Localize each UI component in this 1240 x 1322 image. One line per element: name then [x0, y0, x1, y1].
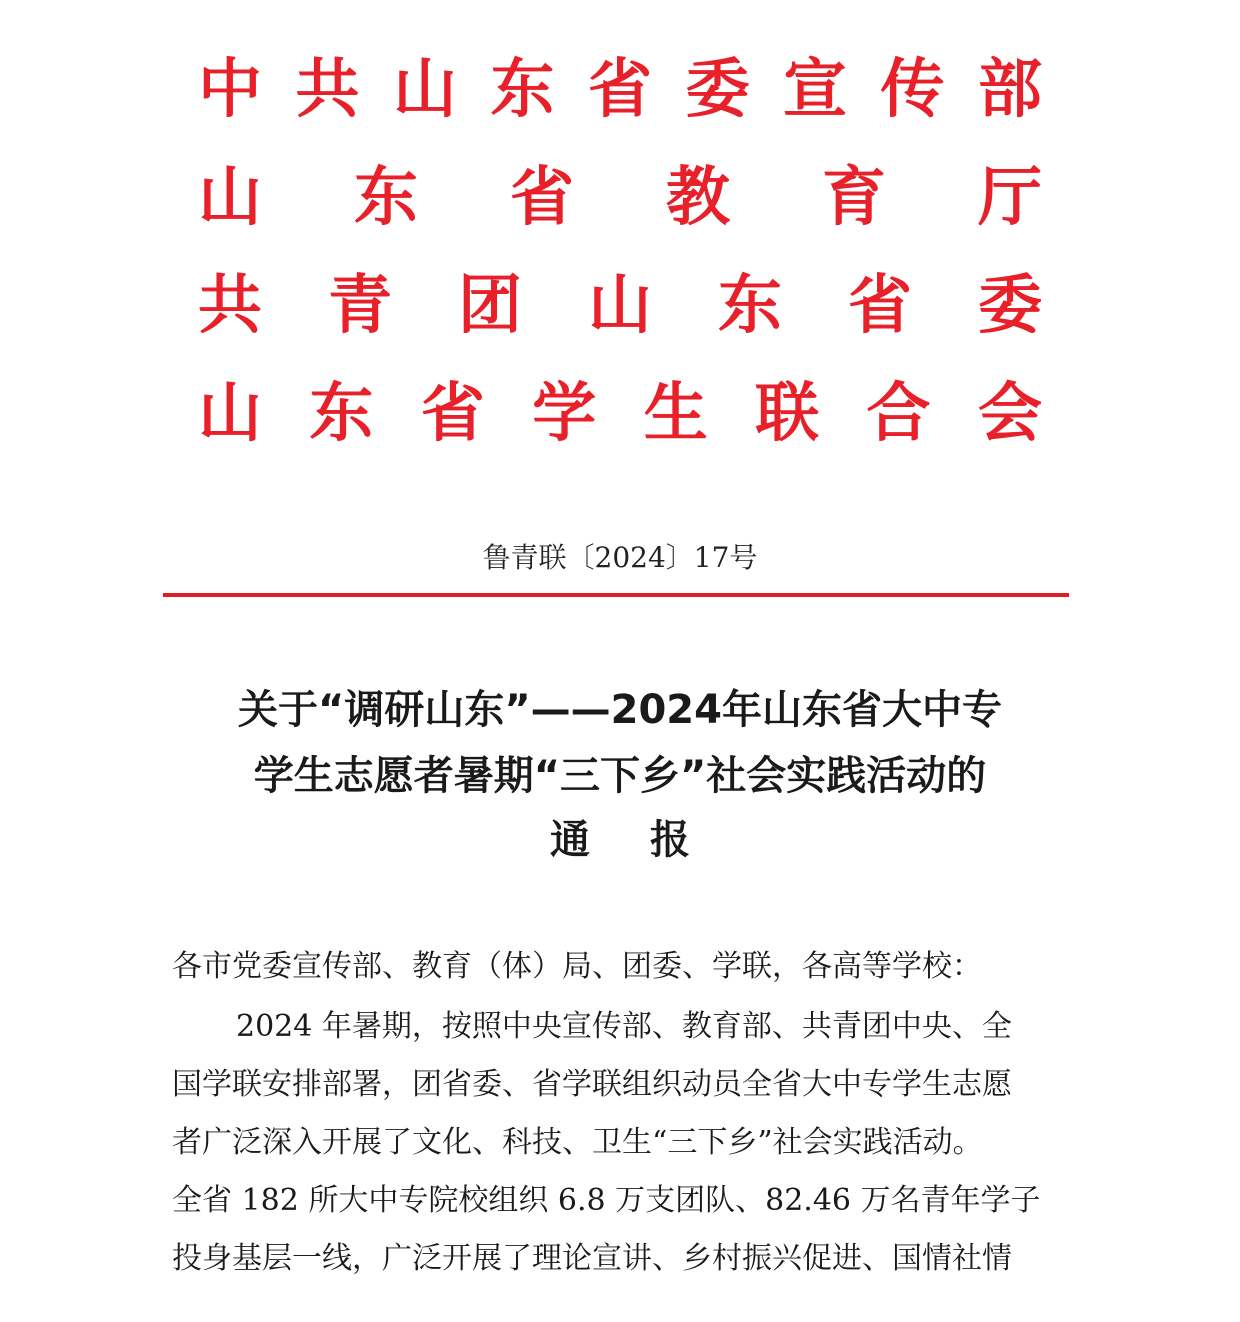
body-paragraph — [172, 998, 1072, 1288]
org-char: 山 — [198, 376, 262, 451]
header-divider — [163, 593, 1069, 597]
org-char: 东 — [309, 376, 374, 451]
document-title-line-1: 关于“调研山东”——2024年山东省大中专 — [238, 687, 1002, 733]
org-char: 部 — [978, 52, 1042, 127]
org-char: 省 — [848, 268, 912, 343]
org-line-student-federation — [195, 374, 1045, 454]
org-char: 厅 — [978, 160, 1042, 235]
org-char: 山 — [393, 52, 457, 127]
org-char: 共 — [295, 52, 360, 127]
paragraph-line: 2024 年暑期，按照中央宣传部、教育部、共青团中央、全 — [236, 1009, 1012, 1044]
org-char: 生 — [643, 376, 708, 451]
org-char: 合 — [866, 376, 931, 451]
org-char: 东 — [490, 52, 555, 127]
org-char: 省 — [420, 376, 485, 451]
org-char: 委 — [685, 52, 750, 127]
org-char: 省 — [588, 52, 652, 127]
org-char: 青 — [328, 268, 392, 343]
org-char: 学 — [532, 376, 597, 451]
org-line-propaganda-dept — [195, 50, 1045, 130]
paragraph-line: 投身基层一线，广泛开展了理论宣讲、乡村振兴促进、国情社情 — [172, 1241, 1012, 1276]
org-char: 团 — [458, 268, 522, 343]
paragraph-line: 全省 182 所大中专院校组织 6.8 万支团队、82.46 万名青年学子 — [172, 1183, 1041, 1218]
paragraph-line: 者广泛深入开展了文化、科技、卫生“三下乡”社会实践活动。 — [172, 1125, 983, 1160]
org-char: 省 — [510, 160, 574, 235]
org-char: 联 — [755, 376, 820, 451]
salutation: 各市党委宣传部、教育（体）局、团委、学联，各高等学校： — [172, 949, 982, 984]
org-char: 东 — [718, 268, 782, 343]
org-char: 东 — [354, 160, 418, 235]
org-char: 委 — [978, 268, 1042, 343]
org-char: 会 — [977, 376, 1042, 451]
org-char: 宣 — [783, 52, 847, 127]
org-char: 共 — [198, 268, 262, 343]
document-title-line-3: 通报 — [550, 817, 750, 863]
org-char: 传 — [880, 52, 945, 127]
org-char: 山 — [588, 268, 652, 343]
org-line-education-dept — [195, 158, 1045, 238]
org-char: 育 — [822, 160, 886, 235]
document-title-line-2: 学生志愿者暑期“三下乡”社会实践活动的 — [253, 753, 987, 799]
org-char: 教 — [666, 160, 730, 235]
org-char: 中 — [198, 52, 262, 127]
document-number: 鲁青联〔2024〕17号 — [482, 541, 758, 574]
org-line-youth-league — [195, 266, 1045, 346]
org-char: 山 — [198, 160, 262, 235]
paragraph-line: 国学联安排部署，团省委、省学联组织动员全省大中专学生志愿 — [172, 1067, 1012, 1102]
